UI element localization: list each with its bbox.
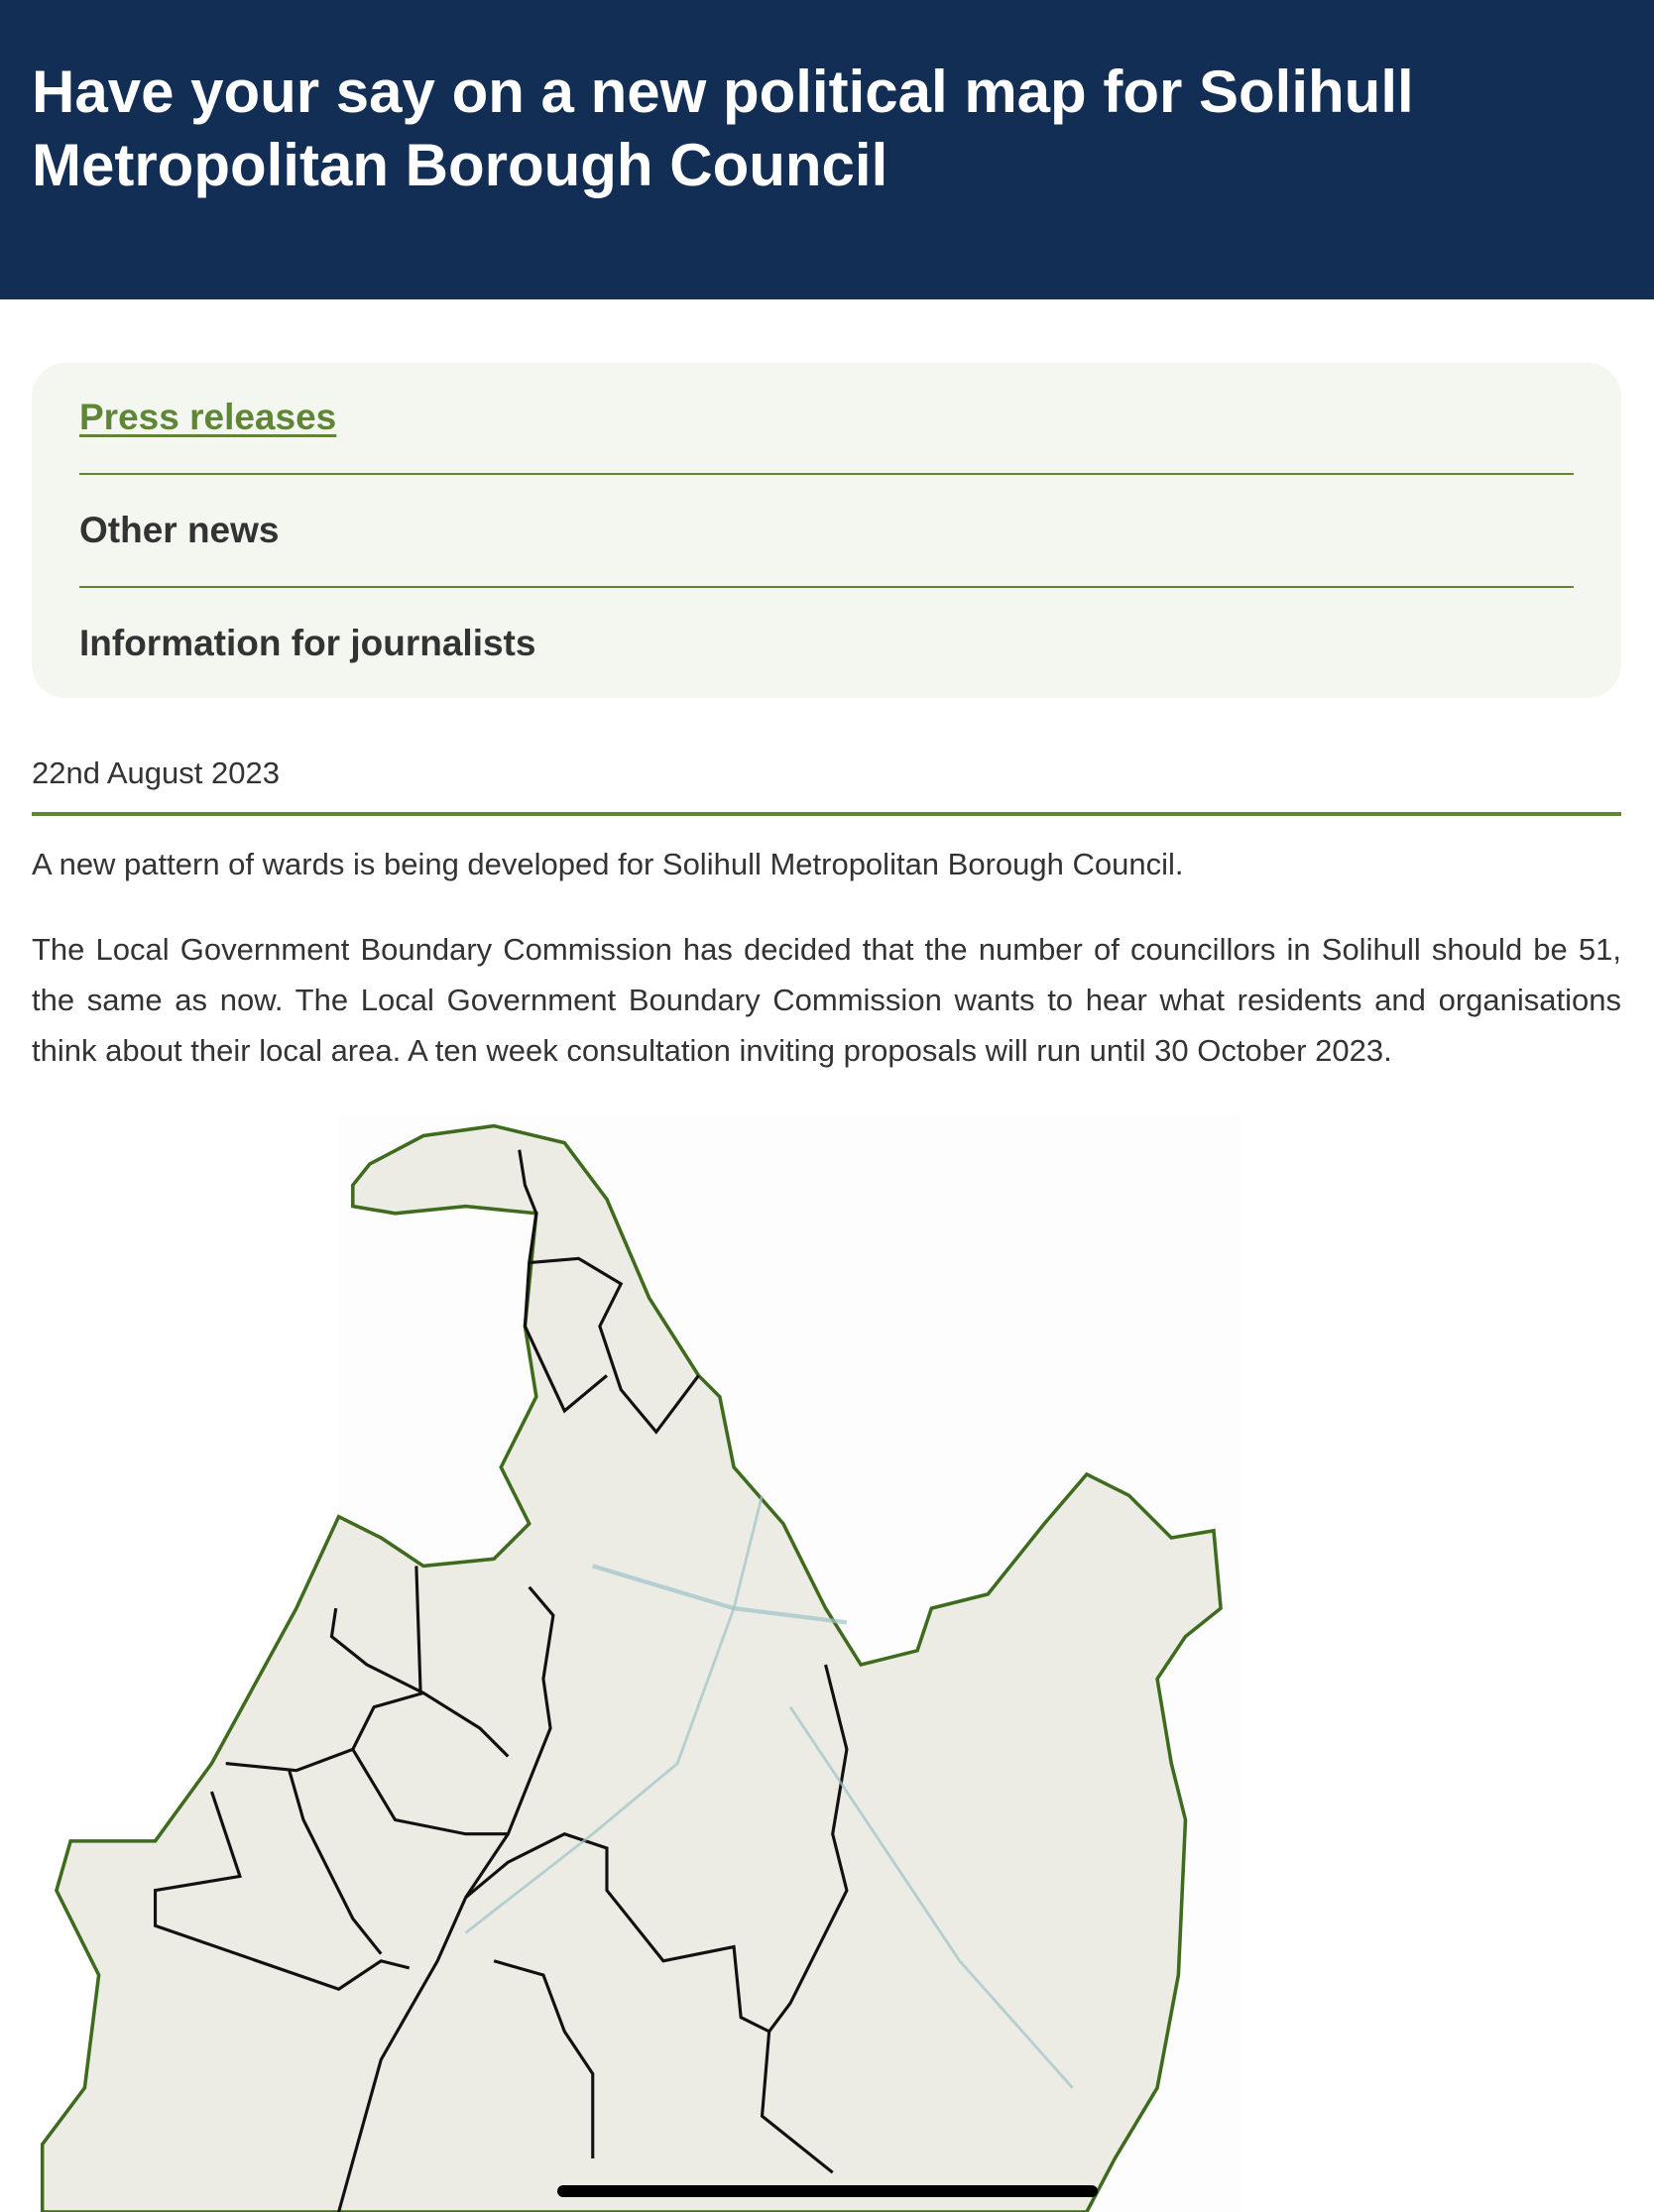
ward-boundary-map [0, 1091, 1654, 2212]
date-divider [32, 812, 1621, 816]
page-header [0, 0, 1654, 299]
page-title: Have your say on a new political map for Solihull Metropolitan Borough Council [32, 58, 1414, 198]
nav-press-releases[interactable]: Press releases [79, 397, 337, 437]
nav-divider [79, 586, 1574, 588]
article-intro: A new pattern of wards is being developed for Solihull Metropolitan Borough Council. [32, 847, 1184, 881]
nav-other-news[interactable]: Other news [79, 510, 280, 550]
home-indicator[interactable] [557, 2185, 1098, 2197]
nav-divider [79, 473, 1574, 475]
news-nav [32, 363, 1621, 698]
nav-information-for-journalists[interactable]: Information for journalists [79, 623, 536, 663]
article-date: 22nd August 2023 [32, 756, 280, 790]
article-body: The Local Government Boundary Commission has decided that the number of councillors in Solihull should be 51, the same as now. The Local Government Boundary Commission wants to hear what residents and organisations think about their local area. A ten week consultation inviting proposals will run until 30 October 2023. [32, 932, 1621, 1068]
